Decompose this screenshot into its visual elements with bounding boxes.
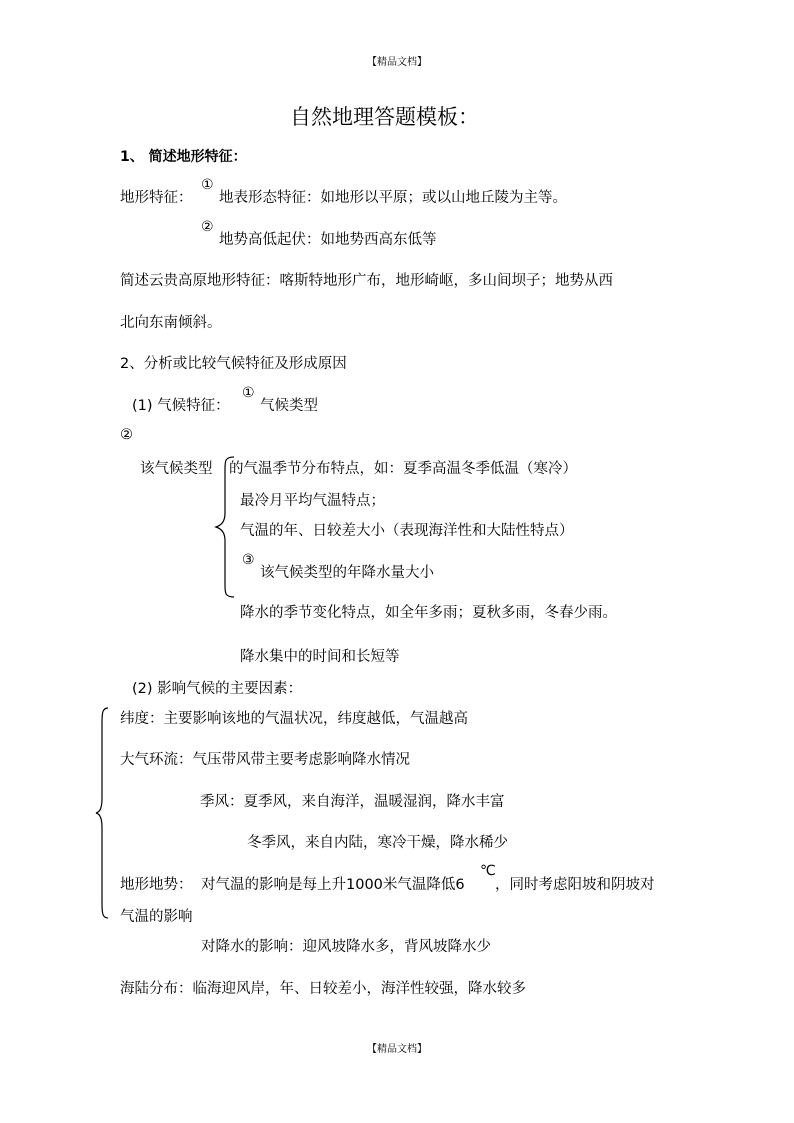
- left-brace-icon-2: [94, 706, 110, 920]
- terrain-item1-text: 地表形态特征：如地形以平原；或以山地丘陵为主等。: [219, 190, 567, 206]
- latitude-line: 纬度：主要影响该地的气温状况，纬度越低，气温越高: [120, 711, 468, 727]
- page-header: 【精品文档】: [367, 57, 427, 68]
- terrain-item2-text: 地势高低起伏：如地势西高东低等: [219, 232, 437, 248]
- terrain-factor-text-a: 对气温的影响是每上升1000米气温降低6: [201, 877, 465, 893]
- temp-line-2: 最冷月平均气温特点；: [240, 493, 385, 509]
- climate-type-lead: 该气候类型: [140, 461, 213, 477]
- temp-line-3: 气温的年、日较差大小（表现海洋性和大陆性特点）: [240, 523, 574, 539]
- precip-line-3: 降水集中的时间和长短等: [240, 649, 400, 665]
- climate-type-text: 气候类型: [260, 398, 318, 414]
- precip-line-2: 降水的季节变化特点，如全年多雨；夏秋多雨，冬春少雨。: [240, 605, 617, 621]
- circled-number-2: ②: [201, 219, 214, 235]
- terrain-factor-label: 地形地势：: [120, 877, 193, 893]
- monsoon-line-2: 冬季风，来自内陆，寒冷干燥，降水稀少: [247, 835, 508, 851]
- terrain-label: 地形特征：: [120, 190, 193, 206]
- monsoon-line-1: 季风：夏季风，来自海洋，温暖湿润，降水丰富: [200, 794, 505, 810]
- terrain-factor-text-b: ，同时考虑阳坡和阴坡对: [495, 877, 655, 893]
- circulation-line: 大气环流：气压带风带主要考虑影响降水情况: [120, 752, 410, 768]
- circled-number-2b: ②: [120, 427, 133, 443]
- precip-line-1: 该气候类型的年降水量大小: [260, 565, 434, 581]
- terrain-factor-text-d: 对降水的影响：迎风坡降水多，背风坡降水少: [201, 939, 491, 955]
- climate-factors-label: (2) 影响气候的主要因素：: [132, 681, 303, 697]
- circled-number-3: ③: [242, 552, 255, 568]
- yunnan-line-2: 北向东南倾斜。: [120, 315, 222, 331]
- section2-heading: 2、分析或比较气候特征及形成原因: [120, 356, 347, 372]
- page-footer: 【精品文档】: [367, 1044, 427, 1055]
- circled-number-1: ①: [201, 177, 214, 193]
- degree-celsius-unit: ℃: [480, 863, 496, 879]
- yunnan-line-1: 简述云贵高原地形特征：喀斯特地形广布，地形崎岖，多山间坝子；地势从西: [120, 273, 613, 289]
- temp-line-1: 的气温季节分布特点，如：夏季高温冬季低温（寒冷）: [229, 461, 577, 477]
- terrain-factor-text-c: 气温的影响: [120, 909, 193, 925]
- climate-features-label: (1) 气候特征：: [132, 398, 230, 414]
- page-title: 自然地理答题模板：: [290, 105, 479, 129]
- landsea-line: 海陆分布：临海迎风岸，年、日较差小，海洋性较强，降水较多: [120, 981, 526, 997]
- section1-heading: 1、 简述地形特征：: [120, 149, 247, 165]
- circled-number-1b: ①: [242, 385, 255, 401]
